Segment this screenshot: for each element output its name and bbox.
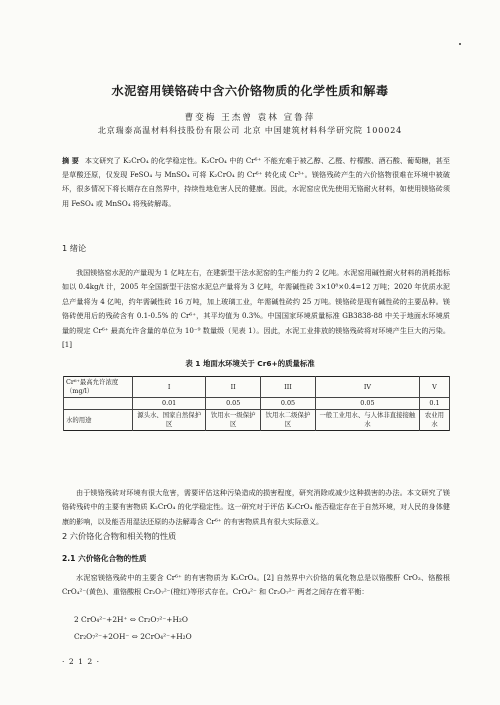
table-limit-row [64,398,450,410]
table-cell-use-v: 农业用水 [419,410,449,431]
paper-title: 水泥窑用镁铬砖中含六价铬物质的化学性质和解毒 [111,84,389,98]
table-col-ii: II [206,377,261,398]
table-use-row [64,410,450,431]
table-cell-limit-header: Cr⁶⁺最高允许浓度（mg/l） [64,377,133,398]
table-cell-use-header: 水的用途 [64,410,133,431]
section-2-heading: 2 六价铬化合物和相关物的性质 [62,531,177,541]
table-1 [63,376,450,431]
table-col-iv: IV [315,377,419,398]
authors: 曹变梅 王杰曾 袁林 宣鲁萍 [184,113,316,123]
table-cell-limit-ii: 0.05 [206,398,261,410]
table-cell-limit-v: 0.1 [419,398,449,410]
abstract-label: 摘 要 [62,156,79,165]
section-2-1-heading: 2.1 六价铬化合物的性质 [62,554,147,563]
abstract [62,154,450,211]
table-cell-blank [64,398,133,410]
equation-1: 2 CrO₄²⁻+2H⁺ ⇔ Cr₂O₇²⁻+H₂O [74,615,188,624]
table-cell-limit-iii: 0.05 [261,398,316,410]
abstract-text: 本文研究了 K₂CrO₄ 的化学稳定性。K₂CrO₄ 中的 Cr⁶⁺ 不能充难于被乙醇、乙醛、柠檬酸、酒石酸、葡萄糖，甚至是草酸还原，仅发现 FeSO₄ 与 MnSO₄ 可将 K₂CrO₄ 的 Cr⁶⁺ 转化成 Cr³⁺。镁铬残砖产生的六价铬物很难在环境中被破坏，很多情况下将长期存在自然界中，持续性地危害人民的健康。因此，水泥窑应优先使用无铬耐火材料，如使用镁铬砖须用 FeSO₄ 或 MnSO₄ 将残砖解毒。 [62,156,450,208]
table-cell-limit-i: 0.01 [133,398,206,410]
affiliation: 北京瑞泰高温材料科技股份有限公司 北京 中国建筑材料科学研究院 100024 [97,126,403,135]
table-cell-use-iv: 一般工业用水、与人体非直接接触水 [315,410,419,431]
stray-dot [459,43,461,45]
table-col-v: V [419,377,449,398]
table-cell-use-ii: 饮用水一级保护区 [206,410,261,431]
table-cell-use-iii: 饮用水二级保护区 [261,410,316,431]
table-1-caption: 表 1 地面水环境关于 Cr6+的质量标准 [185,359,315,368]
section-1-paragraph: 我国镁铬窑水泥的产量现为 1 亿吨左右，在建新型干法水泥窑的生产能力约 2 亿吨。水泥窑用碱性耐火材料的消耗指标如以 0.4kg/t 计，2005 年全国新型干法窑水泥总产量将为 3 亿吨，年需碱性砖 3×10⁸×0.4=12 万吨；2020 年优质水泥总产量将为 4 亿吨，约年需碱性砖 16 万吨，加上玻璃工业，年需碱性砖约 25 万吨。镁铬砖是现有碱性砖的主要品种。镁铬砖使用后的残砖含有 0.1-0.5% 的 Cr⁶⁺，其平均值为 0.3%。中国国家环境质量标准 GB3838-88 中关于地面水环境质量的规定 Cr⁶⁺ 最高允许含量的单位为 10⁻⁹ 数量级（见表 1）。因此，水泥工业排放的镁铬残砖将对环境产生巨大的污染。[1] [62,268,450,350]
table-col-i: I [133,377,206,398]
equation-2: Cr₂O₇²⁻+2OH⁻ ⇔ 2CrO₄²⁻+H₂O [74,632,192,641]
page-number: · 2 1 2 · [62,657,100,666]
paragraph-2: 由于镁铬残砖对环境有很大危害，需要评估这种污染造成的损害程度，研究消除或减少这种损害的办法。本文研究了镁铬砖残砖中的主要有害物质 K₂CrO₄ 的化学稳定性。这一研究对于评估 K₂CrO₄ 能否稳定存在于自然环境，对人民的身体健康的影响，以及能否用湿法还原的办法解毒含 Cr⁶⁺ 的有害物质具有很大实际意义。 [62,488,450,526]
section-1-heading: 1 绪论 [62,243,87,253]
section-2-1-paragraph: 水泥窑镁铬残砖中的主要含 Cr⁶⁺ 的有害物质为 K₂CrO₄。[2] 自然界中六价铬的氧化物总是以铬酸酐 CrO₃、铬酸根 CrO₄²⁻(黄色)、重铬酸根 Cr₂O₇²⁻(橙红)等形式存在。CrO₄²⁻ 和 Cr₂O₇²⁻ 两者之间存在着平衡： [62,573,450,597]
table-col-iii: III [261,377,316,398]
table-cell-limit-iv: 0.05 [315,398,419,410]
table-header-row [64,377,450,398]
table-cell-use-i: 源头水、国家自然保护区 [133,410,206,431]
